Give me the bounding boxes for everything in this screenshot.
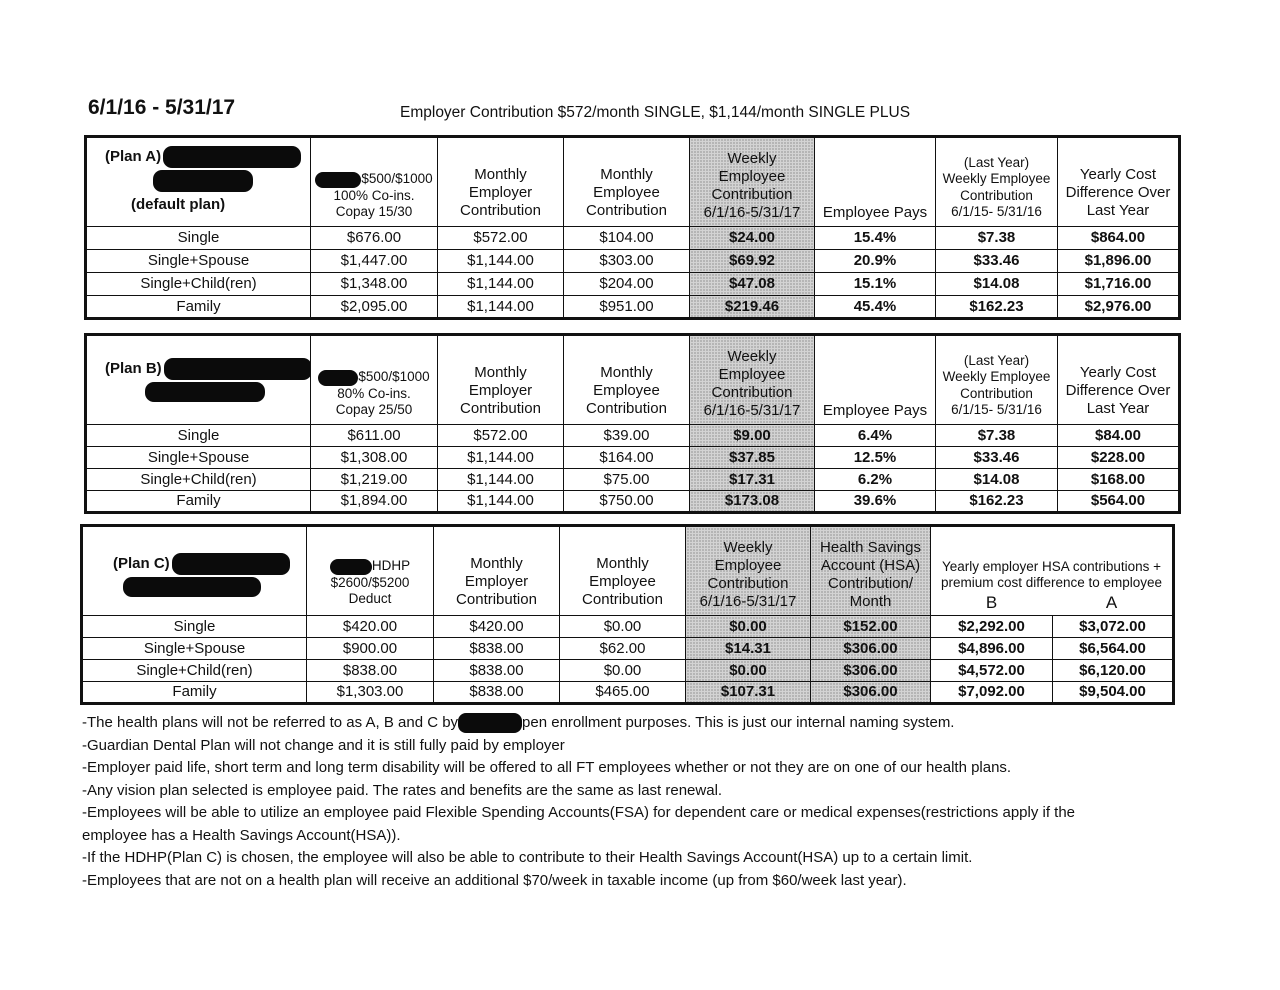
yearly-difference-cell: $864.00 — [1058, 227, 1180, 250]
employee-pays-cell: 20.9% — [815, 250, 936, 273]
redaction-mark — [164, 358, 311, 380]
last-year-weekly-cell: $7.38 — [936, 227, 1058, 250]
hsa-contribution-cell: $306.00 — [811, 682, 931, 704]
weekly-contribution-cell: $0.00 — [686, 660, 811, 682]
monthly-employer-header: Monthly Employer Contribution — [438, 137, 564, 227]
employee-contribution-cell: $104.00 — [564, 227, 690, 250]
employee-pays-header: Employee Pays — [815, 137, 936, 227]
plan-c-table — [80, 524, 1175, 705]
yearly-b-cell: $7,092.00 — [931, 682, 1053, 704]
employee-contribution-cell: $62.00 — [560, 638, 686, 660]
last-year-weekly-cell: $14.08 — [936, 273, 1058, 296]
redaction-mark — [315, 172, 361, 188]
tier-label: Single+Spouse — [82, 638, 307, 660]
employer-contribution-cell: $838.00 — [434, 638, 560, 660]
redaction-mark — [153, 170, 253, 192]
plan-a-label: (Plan A) — [105, 147, 162, 165]
plan-a-default-label: (default plan) — [131, 196, 226, 213]
monthly-employee-header: Monthly Employee Contribution — [564, 335, 690, 425]
weekly-employee-header: Weekly Employee Contribution 6/1/16-5/31/17 — [690, 335, 815, 425]
redaction-mark — [330, 559, 372, 575]
plan-a-label-cell — [86, 137, 311, 227]
table-row — [86, 491, 1180, 513]
table-row — [86, 296, 1180, 319]
table-row — [82, 616, 1174, 638]
yearly-difference-cell: $168.00 — [1058, 469, 1180, 491]
monthly-employer-header: Monthly Employer Contribution — [434, 526, 560, 616]
yearly-b-cell: $4,896.00 — [931, 638, 1053, 660]
redaction-mark — [123, 577, 261, 597]
note-item: -The health plans will not be referred to as A, B and C by pen enrollment purposes. This is just our internal naming system. — [82, 712, 1162, 735]
yearly-difference-cell: $1,716.00 — [1058, 273, 1180, 296]
employee-contribution-cell: $0.00 — [560, 660, 686, 682]
premium-cell: $420.00 — [307, 616, 434, 638]
yearly-a-cell: $9,504.00 — [1053, 682, 1174, 704]
date-range-heading: 6/1/16 - 5/31/17 — [88, 96, 236, 119]
yearly-difference-cell: $564.00 — [1058, 491, 1180, 513]
employee-contribution-cell: $750.00 — [564, 491, 690, 513]
yearly-difference-cell: $2,976.00 — [1058, 296, 1180, 319]
employee-pays-cell: 15.1% — [815, 273, 936, 296]
plan-b-label: (Plan B) — [105, 359, 162, 377]
notes-section — [82, 712, 1162, 892]
premium-cell: $1,447.00 — [311, 250, 438, 273]
premium-cell: $1,308.00 — [311, 447, 438, 469]
redaction-mark — [163, 146, 301, 168]
weekly-contribution-cell: $9.00 — [690, 425, 815, 447]
employer-contribution-cell: $1,144.00 — [438, 469, 564, 491]
employee-contribution-cell: $75.00 — [564, 469, 690, 491]
plan-c-deductible-header: HDHP $2600/$5200 Deduct — [307, 526, 434, 616]
plan-b-label-cell — [86, 335, 311, 425]
plan-b-deductible-header: $500/$1000 80% Co-ins. Copay 25/50 — [311, 335, 438, 425]
weekly-contribution-cell: $37.85 — [690, 447, 815, 469]
last-year-weekly-header: (Last Year) Weekly Employee Contribution 6/1/15- 5/31/16 — [936, 137, 1058, 227]
plan-b-table — [84, 333, 1181, 514]
note-item: -Employees will be able to utilize an employee paid Flexible Spending Accounts(FSA) for dependent care or medical expenses(restrictions apply if the — [82, 804, 1076, 821]
premium-cell: $1,219.00 — [311, 469, 438, 491]
employer-contribution-cell: $1,144.00 — [438, 491, 564, 513]
note-item: -Any vision plan selected is employee paid. The rates and benefits are the same as last renewal. — [82, 781, 723, 799]
employee-pays-header: Employee Pays — [815, 335, 936, 425]
note-item: -Guardian Dental Plan will not change and it is still fully paid by employer — [82, 736, 565, 754]
employee-contribution-cell: $164.00 — [564, 447, 690, 469]
plan-c-label-cell — [82, 526, 307, 616]
tier-label: Family — [86, 491, 311, 513]
table-row — [86, 447, 1180, 469]
premium-cell: $2,095.00 — [311, 296, 438, 319]
monthly-employee-header: Monthly Employee Contribution — [560, 526, 686, 616]
table-row — [86, 227, 1180, 250]
employee-pays-cell: 15.4% — [815, 227, 936, 250]
tier-label: Family — [82, 682, 307, 704]
table-row — [86, 469, 1180, 491]
weekly-contribution-cell: $14.31 — [686, 638, 811, 660]
tier-label: Single — [86, 227, 311, 250]
plan-a-deductible-header: $500/$1000 100% Co-ins. Copay 15/30 — [311, 137, 438, 227]
table-row — [86, 273, 1180, 296]
yearly-difference-cell: $228.00 — [1058, 447, 1180, 469]
employer-contribution-cell: $1,144.00 — [438, 250, 564, 273]
employee-contribution-cell: $465.00 — [560, 682, 686, 704]
employee-pays-cell: 45.4% — [815, 296, 936, 319]
yearly-a-cell: $6,120.00 — [1053, 660, 1174, 682]
last-year-weekly-cell: $33.46 — [936, 250, 1058, 273]
weekly-contribution-cell: $24.00 — [690, 227, 815, 250]
employee-contribution-cell: $204.00 — [564, 273, 690, 296]
employer-contribution-cell: $420.00 — [434, 616, 560, 638]
premium-cell: $838.00 — [307, 660, 434, 682]
table-row — [86, 250, 1180, 273]
yearly-a-cell: $3,072.00 — [1053, 616, 1174, 638]
employee-contribution-cell: $0.00 — [560, 616, 686, 638]
redaction-mark — [172, 553, 290, 575]
table-row — [82, 638, 1174, 660]
employer-contribution-cell: $1,144.00 — [438, 273, 564, 296]
column-letter-b: B — [985, 593, 998, 612]
tier-label: Single+Child(ren) — [86, 469, 311, 491]
premium-cell: $1,348.00 — [311, 273, 438, 296]
weekly-contribution-cell: $69.92 — [690, 250, 815, 273]
note-item: -If the HDHP(Plan C) is chosen, the employee will also be able to contribute to their Health Savings Account(HSA) up to a certain limit. — [82, 849, 973, 866]
yearly-cost-difference-header: Yearly Cost Difference Over Last Year — [1058, 335, 1180, 425]
redaction-mark — [458, 713, 522, 733]
weekly-contribution-cell: $107.31 — [686, 682, 811, 704]
table-row — [82, 660, 1174, 682]
weekly-contribution-cell: $173.08 — [690, 491, 815, 513]
hsa-contribution-cell: $306.00 — [811, 660, 931, 682]
employer-contribution-cell: $838.00 — [434, 660, 560, 682]
last-year-weekly-cell: $33.46 — [936, 447, 1058, 469]
table-row — [86, 425, 1180, 447]
employer-contribution-cell: $838.00 — [434, 682, 560, 704]
tier-label: Single — [82, 616, 307, 638]
employee-contribution-cell: $951.00 — [564, 296, 690, 319]
tier-label: Family — [86, 296, 311, 319]
yearly-difference-cell: $84.00 — [1058, 425, 1180, 447]
tier-label: Single — [86, 425, 311, 447]
last-year-weekly-cell: $14.08 — [936, 469, 1058, 491]
weekly-contribution-cell: $219.46 — [690, 296, 815, 319]
tier-label: Single+Child(ren) — [86, 273, 311, 296]
yearly-b-cell: $2,292.00 — [931, 616, 1053, 638]
last-year-weekly-cell: $162.23 — [936, 296, 1058, 319]
employee-pays-cell: 12.5% — [815, 447, 936, 469]
yearly-cost-difference-header: Yearly Cost Difference Over Last Year — [1058, 137, 1180, 227]
tier-label: Single+Child(ren) — [82, 660, 307, 682]
premium-cell: $1,303.00 — [307, 682, 434, 704]
yearly-difference-cell: $1,896.00 — [1058, 250, 1180, 273]
employee-contribution-cell: $303.00 — [564, 250, 690, 273]
employee-pays-cell: 6.2% — [815, 469, 936, 491]
note-item: employee has a Health Savings Account(HSA)). — [82, 826, 401, 844]
employer-contribution-cell: $572.00 — [438, 227, 564, 250]
column-letter-a: A — [1105, 593, 1118, 612]
employer-contribution-cell: $572.00 — [438, 425, 564, 447]
employee-pays-cell: 6.4% — [815, 425, 936, 447]
table-row — [82, 682, 1174, 704]
weekly-employee-header: Weekly Employee Contribution 6/1/16-5/31/17 — [686, 526, 811, 616]
tier-label: Single+Spouse — [86, 447, 311, 469]
premium-cell: $900.00 — [307, 638, 434, 660]
hsa-contribution-cell: $152.00 — [811, 616, 931, 638]
plan-c-label: (Plan C) — [113, 554, 170, 572]
monthly-employee-header: Monthly Employee Contribution — [564, 137, 690, 227]
premium-cell: $1,894.00 — [311, 491, 438, 513]
employer-contribution-cell: $1,144.00 — [438, 447, 564, 469]
employer-contribution-line: Employer Contribution $572/month SINGLE, $1,144/month SINGLE PLUS — [400, 104, 911, 121]
employee-contribution-cell: $39.00 — [564, 425, 690, 447]
tier-label: Single+Spouse — [86, 250, 311, 273]
note-item: -Employer paid life, short term and long term disability will be offered to all FT employees whether or not they are on one of our health plans. — [82, 759, 1012, 776]
yearly-hsa-difference-header: Yearly employer HSA contributions + premium cost difference to employee B A — [931, 526, 1174, 616]
premium-cell: $676.00 — [311, 227, 438, 250]
weekly-contribution-cell: $47.08 — [690, 273, 815, 296]
yearly-b-cell: $4,572.00 — [931, 660, 1053, 682]
plan-a-table — [84, 135, 1181, 320]
redaction-mark — [145, 382, 265, 402]
last-year-weekly-cell: $162.23 — [936, 491, 1058, 513]
hsa-contribution-cell: $306.00 — [811, 638, 931, 660]
weekly-contribution-cell: $17.31 — [690, 469, 815, 491]
premium-cell: $611.00 — [311, 425, 438, 447]
weekly-contribution-cell: $0.00 — [686, 616, 811, 638]
redaction-mark — [318, 370, 358, 386]
monthly-employer-header: Monthly Employer Contribution — [438, 335, 564, 425]
note-item: -Employees that are not on a health plan will receive an additional $70/week in taxable income (up from $60/week last year). — [82, 871, 907, 889]
employee-pays-cell: 39.6% — [815, 491, 936, 513]
employer-contribution-cell: $1,144.00 — [438, 296, 564, 319]
yearly-a-cell: $6,564.00 — [1053, 638, 1174, 660]
hsa-contribution-header: Health Savings Account (HSA) Contribution/ Month — [811, 526, 931, 616]
last-year-weekly-header: (Last Year) Weekly Employee Contribution 6/1/15- 5/31/16 — [936, 335, 1058, 425]
last-year-weekly-cell: $7.38 — [936, 425, 1058, 447]
weekly-employee-header: Weekly Employee Contribution 6/1/16-5/31/17 — [690, 137, 815, 227]
